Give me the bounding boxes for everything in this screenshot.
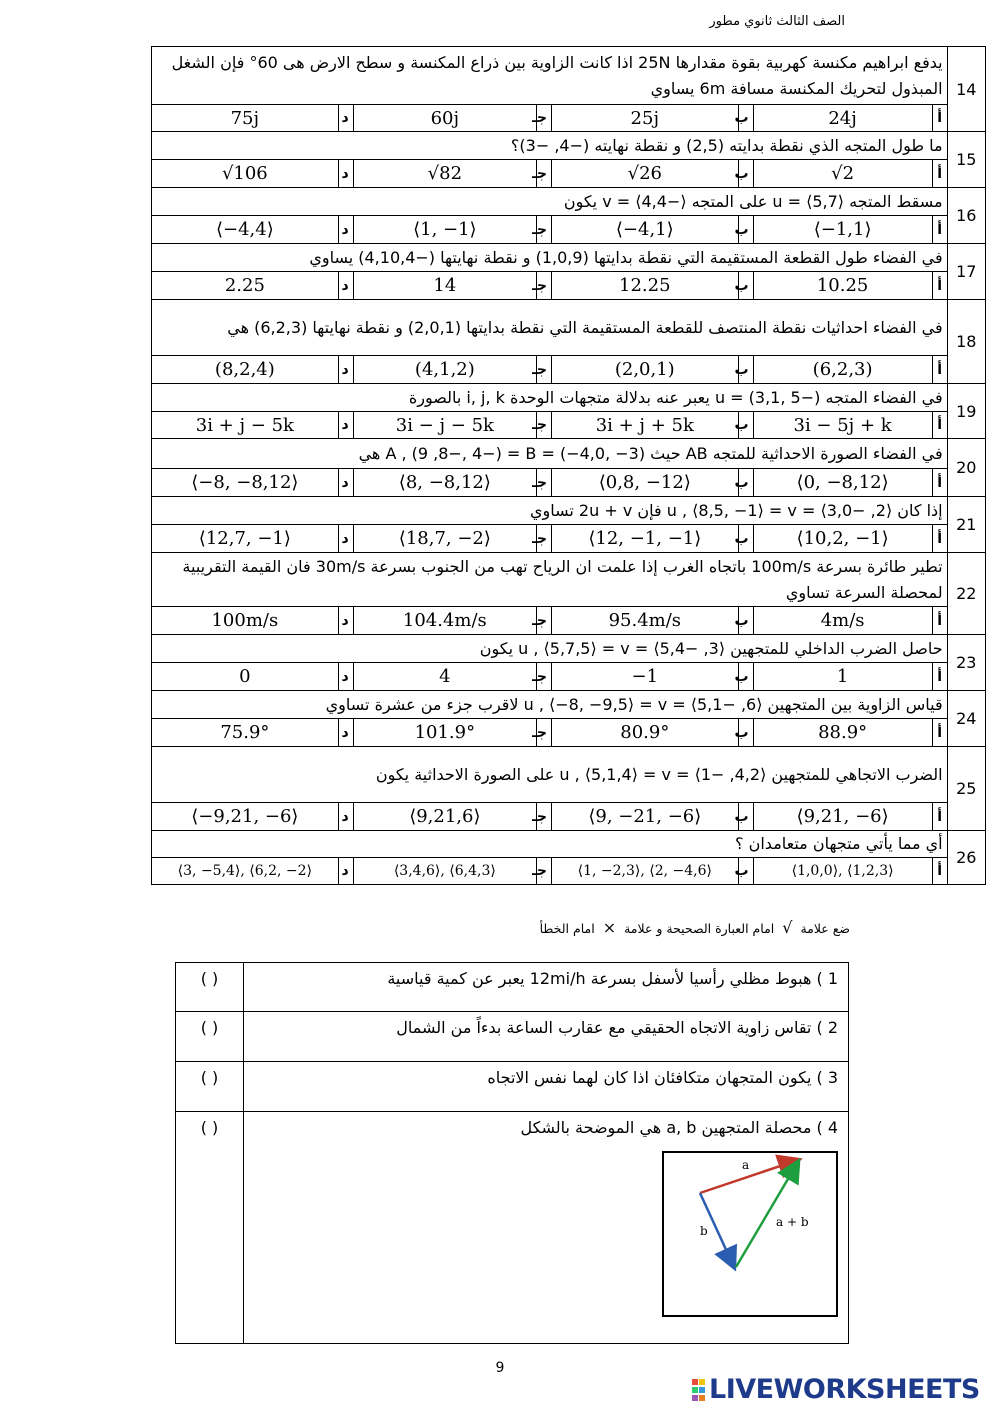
option-label: ب (738, 356, 753, 384)
option-choice[interactable]: 1 (753, 663, 932, 691)
option-label: ب (738, 160, 753, 188)
options-row (152, 412, 986, 439)
question-row (152, 244, 986, 272)
question-row (152, 439, 986, 469)
options-row (152, 607, 986, 635)
option-choice[interactable]: 24j (753, 105, 932, 132)
question-number: 21 (947, 497, 985, 553)
option-label: جـ (537, 803, 552, 831)
tf-statement: 4 ) محصلة المتجهين a, b هي الموضحة بالشكل a b a + b (244, 1112, 849, 1344)
option-label: أ (932, 469, 947, 497)
question-text: الضرب الاتجاهي للمتجهين ⟨4,2, −1⟩ = u , ⟨5,1,4⟩ = v على الصورة الاحداثية يكون (152, 747, 948, 803)
option-choice[interactable]: (4,1,2) (353, 356, 536, 384)
option-choice[interactable]: 80.9° (551, 719, 738, 747)
option-label: أ (932, 216, 947, 244)
option-choice[interactable]: 3i + j − 5k (152, 412, 339, 439)
logo-icon (692, 1377, 706, 1403)
option-label: جـ (537, 216, 552, 244)
question-row (152, 831, 986, 858)
option-choice[interactable]: ⟨0, −8,12⟩ (753, 469, 932, 497)
question-row (152, 691, 986, 719)
question-row (152, 497, 986, 525)
option-choice[interactable]: ⟨1, −1⟩ (353, 216, 536, 244)
true-false-table (175, 962, 849, 1344)
option-label: د (338, 469, 353, 497)
option-choice[interactable]: ⟨12, −1, −1⟩ (551, 525, 738, 553)
option-label: جـ (537, 412, 552, 439)
option-choice[interactable]: √26 (551, 160, 738, 188)
question-number: 19 (947, 384, 985, 439)
option-choice[interactable]: 3i − j − 5k (353, 412, 536, 439)
option-choice[interactable]: 3i + j + 5k (551, 412, 738, 439)
option-label: د (338, 160, 353, 188)
option-choice[interactable]: ⟨9,21,6⟩ (353, 803, 536, 831)
option-choice[interactable]: ⟨1, −2,3⟩, ⟨2, −4,6⟩ (551, 858, 738, 885)
option-label: أ (932, 356, 947, 384)
option-choice[interactable]: ⟨12,7, −1⟩ (152, 525, 339, 553)
option-label: د (338, 607, 353, 635)
option-label: د (338, 719, 353, 747)
option-label: ب (738, 216, 753, 244)
options-row (152, 272, 986, 300)
option-choice[interactable]: 12.25 (551, 272, 738, 300)
page-header: الصف الثالث ثانوي مطور (709, 14, 845, 29)
option-choice[interactable]: √82 (353, 160, 536, 188)
option-label: جـ (537, 663, 552, 691)
tf-statement: 2 ) تقاس زاوية الاتجاه الحقيقي مع عقارب الساعة بدءاً من الشمال (244, 1012, 849, 1062)
option-label: جـ (537, 858, 552, 885)
tf-row (176, 963, 849, 1012)
option-label: أ (932, 719, 947, 747)
option-label: د (338, 525, 353, 553)
vector-diagram (664, 1153, 836, 1315)
option-choice[interactable]: 10.25 (753, 272, 932, 300)
option-choice[interactable]: 25j (551, 105, 738, 132)
option-choice[interactable]: ⟨8, −8,12⟩ (353, 469, 536, 497)
option-choice[interactable]: ⟨−1,1⟩ (753, 216, 932, 244)
option-choice[interactable]: 100m/s (152, 607, 339, 635)
page-number: 9 (495, 1360, 505, 1376)
tf-row (176, 1112, 849, 1344)
liveworksheets-logo (692, 1374, 980, 1405)
option-choice[interactable]: 88.9° (753, 719, 932, 747)
options-row (152, 525, 986, 553)
check-mark-icon: √ (782, 918, 793, 937)
question-text: تطير طائرة بسرعة 100m/s باتجاه الغرب إذا علمت ان الرياح تهب من الجنوب بسرعة 30m/s فان القيمة التقريبية لمحصلة السرعة تساوي (152, 553, 948, 607)
question-number: 20 (947, 439, 985, 497)
option-choice[interactable]: (2,0,1) (551, 356, 738, 384)
options-row (152, 356, 986, 384)
option-choice[interactable]: (8,2,4) (152, 356, 339, 384)
option-label: أ (932, 160, 947, 188)
instructions-text-2: امام العبارة الصحيحة و علامة (624, 921, 775, 936)
option-label: جـ (537, 525, 552, 553)
option-choice[interactable]: 0 (152, 663, 339, 691)
option-label: ب (738, 272, 753, 300)
option-label: أ (932, 803, 947, 831)
question-number: 26 (947, 831, 985, 885)
option-label: جـ (537, 719, 552, 747)
option-label: أ (932, 412, 947, 439)
instructions-text-1: ضع علامة (800, 921, 850, 936)
option-label: أ (932, 607, 947, 635)
vector-sum-label: a + b (776, 1215, 809, 1229)
question-text: قياس الزاوية بين المتجهين ⟨6, −5,1⟩ = u , ⟨−8, −9,5⟩ = v لاقرب جزء من عشرة تساوي (152, 691, 948, 719)
logo-text: LIVEWORKSHEETS (709, 1374, 980, 1405)
option-choice[interactable]: ⟨3, −5,4⟩, ⟨6,2, −2⟩ (152, 858, 339, 885)
option-choice[interactable]: 14 (353, 272, 536, 300)
instructions-text-3: امام الخطأ (539, 921, 595, 936)
question-number: 16 (947, 188, 985, 244)
option-choice[interactable]: √2 (753, 160, 932, 188)
question-text: ما طول المتجه الذي نقطة بدايته (2,5) و نقطة نهايته (−4, −3)؟ (152, 132, 948, 160)
options-row (152, 719, 986, 747)
option-choice[interactable]: ⟨1,0,0⟩, ⟨1,2,3⟩ (753, 858, 932, 885)
tf-row (176, 1012, 849, 1062)
option-label: جـ (537, 272, 552, 300)
tf-answer-box[interactable]: ( ) (176, 1062, 244, 1112)
option-label: ب (738, 719, 753, 747)
question-text: مسقط المتجه ⟨5,7⟩ = u على المتجه ⟨−4,4⟩ = v يكون (152, 188, 948, 216)
option-label: د (338, 663, 353, 691)
tf-answer-box[interactable]: ( ) (176, 1012, 244, 1062)
option-choice[interactable]: 101.9° (353, 719, 536, 747)
option-choice[interactable]: 4m/s (753, 607, 932, 635)
question-text: حاصل الضرب الداخلي للمتجهين ⟨3, −5,4⟩ = u , ⟨5,7,5⟩ = v يكون (152, 635, 948, 663)
question-number: 18 (947, 300, 985, 384)
option-choice[interactable]: 75j (152, 105, 339, 132)
option-label: ب (738, 105, 753, 132)
option-choice[interactable]: 60j (353, 105, 536, 132)
question-row (152, 384, 986, 412)
option-choice[interactable]: √106 (152, 160, 339, 188)
question-row (152, 132, 986, 160)
options-row (152, 216, 986, 244)
option-label: د (338, 412, 353, 439)
option-label: ب (738, 803, 753, 831)
option-choice[interactable]: ⟨−4,4⟩ (152, 216, 339, 244)
option-label: أ (932, 105, 947, 132)
option-label: جـ (537, 469, 552, 497)
option-label: د (338, 216, 353, 244)
option-choice[interactable]: 2.25 (152, 272, 339, 300)
question-number: 22 (947, 553, 985, 635)
option-choice[interactable]: ⟨10,2, −1⟩ (753, 525, 932, 553)
option-label: أ (932, 272, 947, 300)
option-choice[interactable]: 75.9° (152, 719, 339, 747)
tf-row (176, 1062, 849, 1112)
question-text: يدفع ابراهيم مكنسة كهربية بقوة مقدارها 25N اذا كانت الزاوية بين ذراع المكنسة و سطح الارض هى 60° فإن الشغل المبذول لتحريك المكنسة مسافة 6m يساوي (152, 47, 948, 105)
question-text: في الفضاء طول القطعة المستقيمة التي نقطة بدايتها (1,0,9) و نقطة نهايتها (−4,10,4) يساوي (152, 244, 948, 272)
question-text: إذا كان ⟨2, −3,0⟩ = u , ⟨8,5, −1⟩ = v فإن 2u + v تساوي (152, 497, 948, 525)
question-row (152, 47, 986, 105)
question-number: 15 (947, 132, 985, 188)
tf-answer-box[interactable]: ( ) (176, 963, 244, 1012)
option-label: د (338, 105, 353, 132)
option-choice[interactable]: 4 (353, 663, 536, 691)
option-label: ب (738, 469, 753, 497)
option-label: د (338, 803, 353, 831)
options-row (152, 803, 986, 831)
option-label: جـ (537, 105, 552, 132)
option-label: جـ (537, 356, 552, 384)
vector-figure (662, 1151, 838, 1317)
option-choice[interactable]: 95.4m/s (551, 607, 738, 635)
options-row (152, 105, 986, 132)
option-label: أ (932, 858, 947, 885)
question-text: أي مما يأتي متجهان متعامدان ؟ (152, 831, 948, 858)
question-text: في الفضاء الصورة الاحداثية للمتجه AB حيث (3− ,4,0−) = A , (9 ,8−, 4−) = B هي (152, 439, 948, 469)
option-label: أ (932, 525, 947, 553)
option-label: أ (932, 663, 947, 691)
options-row (152, 663, 986, 691)
question-number: 14 (947, 47, 985, 132)
question-row (152, 188, 986, 216)
option-label: ب (738, 607, 753, 635)
option-label: د (338, 858, 353, 885)
option-choice[interactable]: 3i − 5j + k (753, 412, 932, 439)
option-choice[interactable]: ⟨−4,1⟩ (551, 216, 738, 244)
tf-statement: 3 ) يكون المتجهان متكافئان اذا كان لهما نفس الاتجاه (244, 1062, 849, 1112)
question-row (152, 300, 986, 356)
option-label: جـ (537, 607, 552, 635)
vector-a-label: a (742, 1158, 750, 1172)
question-number: 23 (947, 635, 985, 691)
option-choice[interactable]: ⟨−8, −8,12⟩ (152, 469, 339, 497)
options-row (152, 160, 986, 188)
question-row (152, 553, 986, 607)
option-label: جـ (537, 160, 552, 188)
option-label: ب (738, 412, 753, 439)
question-text: في الفضاء المتجه (−5 ,3,1) = u يعبر عنه بدلالة متجهات الوحدة i, j, k بالصورة (152, 384, 948, 412)
option-choice[interactable]: ⟨0,8, −12⟩ (551, 469, 738, 497)
question-number: 24 (947, 691, 985, 747)
instructions (476, 918, 850, 937)
option-label: ب (738, 525, 753, 553)
option-choice[interactable]: 104.4m/s (353, 607, 536, 635)
question-row (152, 635, 986, 663)
option-choice[interactable]: ⟨18,7, −2⟩ (353, 525, 536, 553)
option-choice[interactable]: ⟨3,4,6⟩, ⟨6,4,3⟩ (353, 858, 536, 885)
question-text: في الفضاء احداثيات نقطة المنتصف للقطعة المستقيمة التي نقطة بدايتها (2,0,1) و نقطة نهايتها (6,2,3) هي (152, 300, 948, 356)
option-choice[interactable]: ⟨−9,21, −6⟩ (152, 803, 339, 831)
option-choice[interactable]: −1 (551, 663, 738, 691)
question-number: 17 (947, 244, 985, 300)
question-number: 25 (947, 747, 985, 831)
option-choice[interactable]: (6,2,3) (753, 356, 932, 384)
question-row (152, 747, 986, 803)
option-label: ب (738, 858, 753, 885)
vector-b-label: b (700, 1224, 708, 1238)
options-row (152, 858, 986, 885)
option-label: د (338, 272, 353, 300)
option-choice[interactable]: ⟨9,21, −6⟩ (753, 803, 932, 831)
cross-mark-icon: × (602, 918, 617, 937)
option-choice[interactable]: ⟨9, −21, −6⟩ (551, 803, 738, 831)
tf-answer-box[interactable]: ( ) (176, 1112, 244, 1344)
options-row (152, 469, 986, 497)
option-label: ب (738, 663, 753, 691)
option-label: د (338, 356, 353, 384)
tf-statement: 1 ) هبوط مظلي رأسيا لأسفل بسرعة 12mi/h يعبر عن كمية قياسية (244, 963, 849, 1012)
mcq-table (151, 46, 986, 885)
